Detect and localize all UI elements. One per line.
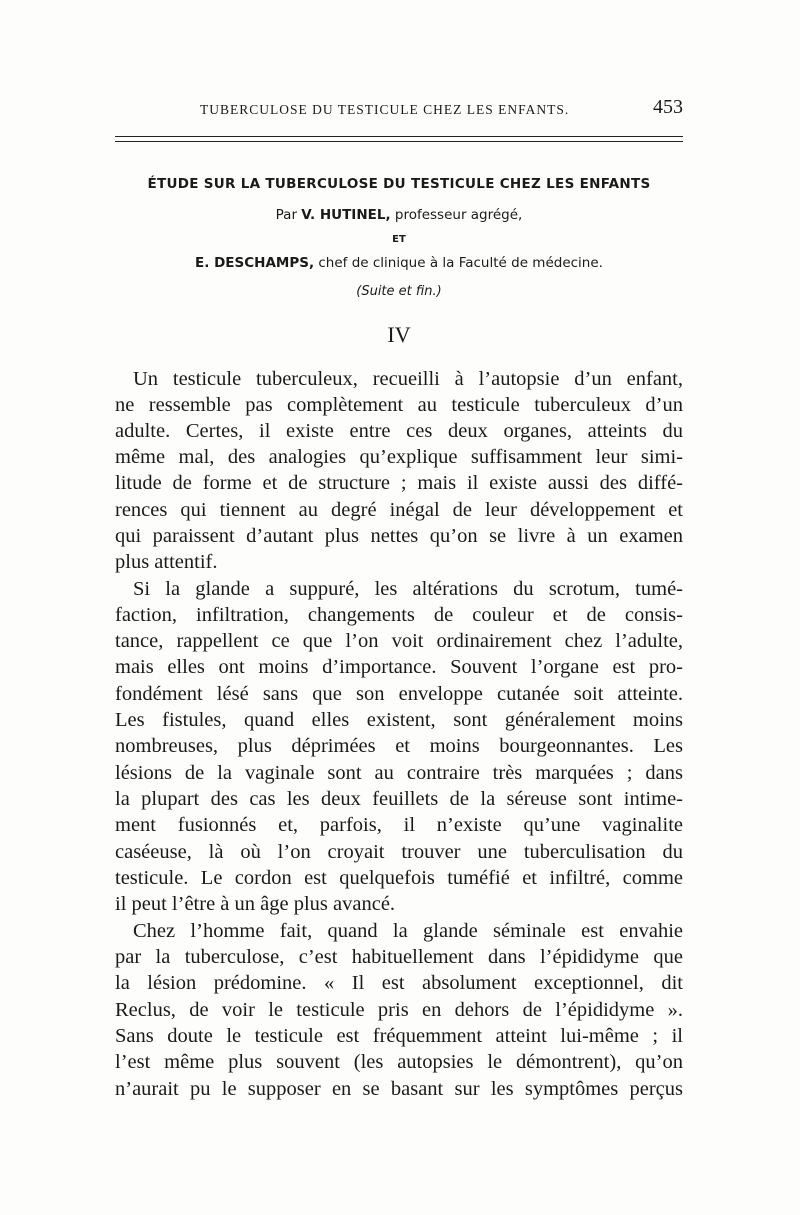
body-line: tance, rappellent ce que l’on voit ordinairement chez l’adulte, <box>115 630 683 652</box>
body-line: n’aurait pu le supposer en se basant sur les symptômes perçus <box>115 1078 683 1100</box>
author-2-name: E. DESCHAMPS, <box>195 255 315 271</box>
body-line: Un testicule tuberculeux, recueilli à l’autopsie d’un enfant, <box>133 368 683 390</box>
header-rule-bottom <box>115 141 683 142</box>
body-line: caséeuse, là où l’on croyait trouver une tuberculisation du <box>115 841 683 863</box>
body-line: l’est même plus souvent (les autopsies le démontrent), qu’on <box>115 1051 683 1073</box>
author-1-role: professeur agrégé, <box>390 207 523 223</box>
body-line: faction, infiltration, changements de couleur et de consis- <box>115 604 683 626</box>
body-line: lésions de la vaginale sont au contraire très marquées ; dans <box>115 762 683 784</box>
body-line: qui paraissent d’autant plus nettes qu’on se livre à un examen <box>115 525 683 547</box>
section-heading: IV <box>387 322 411 347</box>
body-line: litude de forme et de structure ; mais il existe aussi des diffé- <box>115 472 683 494</box>
body-line: il peut l’être à un âge plus avancé. <box>115 893 396 915</box>
author-1-name: V. HUTINEL, <box>301 207 391 223</box>
body-line: par la tuberculose, c’est habituellement dans l’épididyme que <box>115 946 683 968</box>
body-line: la plupart des cas les deux feuillets de la séreuse sont intime- <box>115 788 683 810</box>
body-line: Les fistules, quand elles existent, sont généralement moins <box>115 709 683 731</box>
byline-author-1 <box>115 207 683 223</box>
body-line: même mal, des analogies qu’explique suffisamment leur simi- <box>115 446 683 468</box>
header-rule-top <box>115 136 683 137</box>
page-number: 453 <box>653 96 683 118</box>
body-line: ne ressemble pas complètement au testicule tuberculeux d’un <box>115 394 683 416</box>
author-2-role: chef de clinique à la Faculté de médecine. <box>314 255 603 271</box>
body-line: Sans doute le testicule est fréquemment atteint lui-même ; il <box>115 1025 683 1047</box>
body-line: Chez l’homme fait, quand la glande séminale est envahie <box>133 920 683 942</box>
body-line: la lésion prédomine. « Il est absolument exceptionnel, dit <box>115 972 683 994</box>
byline-prefix: Par <box>275 207 302 223</box>
body-line: rences qui tiennent au degré inégal de leur développement et <box>115 499 683 521</box>
body-line: testicule. Le cordon est quelquefois tuméfié et infiltré, comme <box>115 867 683 889</box>
body-line: Reclus, de voir le testicule pris en dehors de l’épididyme ». <box>115 999 683 1021</box>
continuation-note: (Suite et fin.) <box>356 284 442 299</box>
body-line: mais elles ont moins d’importance. Souvent l’organe est pro- <box>115 656 683 678</box>
running-head <box>115 96 683 120</box>
byline-author-2 <box>115 255 683 271</box>
body-line: Si la glande a suppuré, les altérations du scrotum, tumé- <box>133 578 683 600</box>
body-line: ment fusionnés et, parfois, il n’existe qu’une vaginalite <box>115 814 683 836</box>
body-line: plus attentif. <box>115 551 218 573</box>
body-line: adulte. Certes, il existe entre ces deux organes, atteints du <box>115 420 683 442</box>
running-title: TUBERCULOSE DU TESTICULE CHEZ LES ENFANTS. <box>200 102 570 117</box>
byline-conjunction: ET <box>392 234 406 245</box>
article-title: ÉTUDE SUR LA TUBERCULOSE DU TESTICULE CHEZ LES ENFANTS <box>147 176 651 192</box>
body-line: nombreuses, plus déprimées et moins bourgeonnantes. Les <box>115 735 683 757</box>
body-line: fondément lésé sans que son enveloppe cutanée soit atteinte. <box>115 683 683 705</box>
